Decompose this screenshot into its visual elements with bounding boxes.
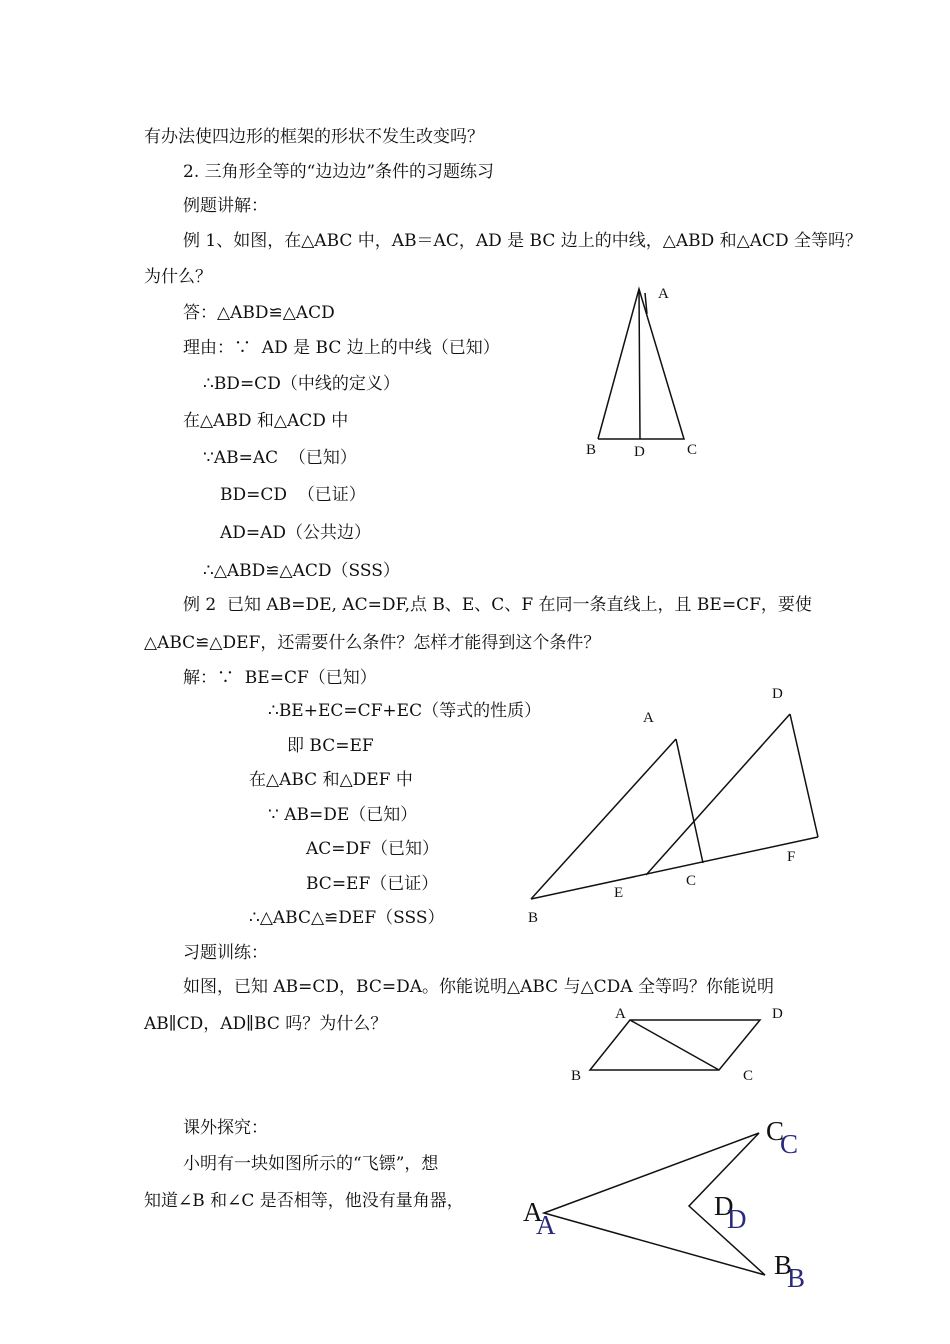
segment-ba [531, 739, 676, 899]
fig2-label-e: E [614, 885, 624, 901]
fig2-label-b: B [528, 910, 539, 926]
text-line-10: ∵AB=AC （已知） [203, 448, 357, 468]
fig4-label-a: A [523, 1197, 543, 1227]
figure3-labels [571, 1006, 783, 1084]
fig4-label-d-shadow: D [727, 1204, 747, 1234]
figure-two-triangles [531, 714, 818, 899]
fig3-label-b: B [571, 1068, 582, 1084]
triangle-abc-outline [598, 289, 684, 439]
text-line-23: ∴△ABC△≌DEF（SSS） [249, 908, 445, 928]
text-line-11: BD=CD （已证） [220, 485, 366, 505]
segment-df [790, 714, 818, 837]
fig4-label-a-shadow: A [536, 1210, 556, 1240]
fig4-label-d: D [714, 1191, 734, 1221]
fig1-label-d: D [634, 444, 645, 460]
segment-ac [676, 739, 703, 863]
figure-isosceles-triangle [598, 289, 684, 439]
text-line-29: 知道∠B 和∠C 是否相等，他没有量角器， [144, 1191, 464, 1211]
text-line-1: 有办法使四边形的框架的形状不发生改变吗？ [144, 127, 484, 147]
fig2-label-d: D [772, 686, 783, 702]
fig1-label-b: B [586, 442, 597, 458]
fig2-label-a: A [643, 710, 654, 726]
segment-ed [646, 714, 790, 875]
text-line-9: 在△ABD 和△ACD 中 [183, 411, 349, 431]
text-line-17: ∴BE+EC=CF+EC（等式的性质） [268, 701, 542, 721]
text-line-21: AC=DF（已知） [306, 839, 439, 859]
fig4-label-c: C [766, 1116, 785, 1146]
diagonal-ac [630, 1020, 719, 1070]
text-line-26: AB∥CD，AD∥BC 吗？为什么？ [144, 1014, 388, 1034]
text-line-19: 在△ABC 和△DEF 中 [249, 770, 413, 790]
text-line-14: 例 2 已知 AB=DE, AC=DF,点 B、E、C、F 在同一条直线上，且 BE=CF，要使 [183, 595, 812, 615]
text-line-5: 为什么？ [144, 267, 212, 287]
text-line-12: AD=AD（公共边） [220, 523, 372, 543]
text-line-6: 答：△ABD≌△ACD [183, 303, 335, 323]
text-line-25: 如图，已知 AB=CD，BC=DA。你能说明△ABC 与△CDA 全等吗？你能说明 [183, 977, 774, 997]
text-line-18: 即 BC=EF [287, 736, 374, 756]
text-line-7: 理由：∵ AD 是 BC 边上的中线（已知） [183, 338, 500, 358]
figure-parallelogram [590, 1020, 760, 1070]
figure2-labels [528, 686, 795, 926]
text-line-24: 习题训练： [183, 943, 268, 963]
fig4-label-b-shadow: B [787, 1263, 806, 1293]
segment-bf [531, 837, 818, 899]
fig4-label-c-shadow: C [780, 1129, 799, 1159]
text-line-16: 解：∵ BE=CF（已知） [183, 668, 377, 688]
fig1-label-c: C [687, 442, 698, 458]
figure1-labels [586, 286, 697, 460]
text-line-20: ∵ AB=DE（已知） [268, 805, 418, 825]
fig1-label-a: A [658, 286, 669, 302]
text-line-3: 例题讲解： [183, 196, 268, 216]
text-line-15: △ABC≌△DEF，还需要什么条件？怎样才能得到这个条件？ [144, 633, 601, 653]
fig2-label-c: C [686, 873, 697, 889]
median-ad [639, 289, 640, 439]
fig3-label-a: A [615, 1006, 626, 1022]
text-line-22: BC=EF（已证） [306, 874, 439, 894]
text-line-4: 例 1、如图，在△ABC 中，AB＝AC，AD 是 BC 边上的中线，△ABD 和△ACD 全等吗？ [183, 231, 863, 251]
text-line-27: 课外探究： [183, 1118, 268, 1138]
fig3-label-c: C [743, 1068, 754, 1084]
text-line-2: 2. 三角形全等的“边边边”条件的习题练习 [183, 162, 495, 182]
text-line-13: ∴△ABD≌△ACD（SSS） [203, 561, 400, 581]
fig4-label-b: B [774, 1250, 793, 1280]
text-line-28: 小明有一块如图所示的“飞镖”，想 [183, 1154, 439, 1174]
fig3-label-d: D [772, 1006, 783, 1022]
fig2-label-f: F [787, 849, 796, 865]
text-line-8: ∴BD=CD（中线的定义） [203, 374, 400, 394]
